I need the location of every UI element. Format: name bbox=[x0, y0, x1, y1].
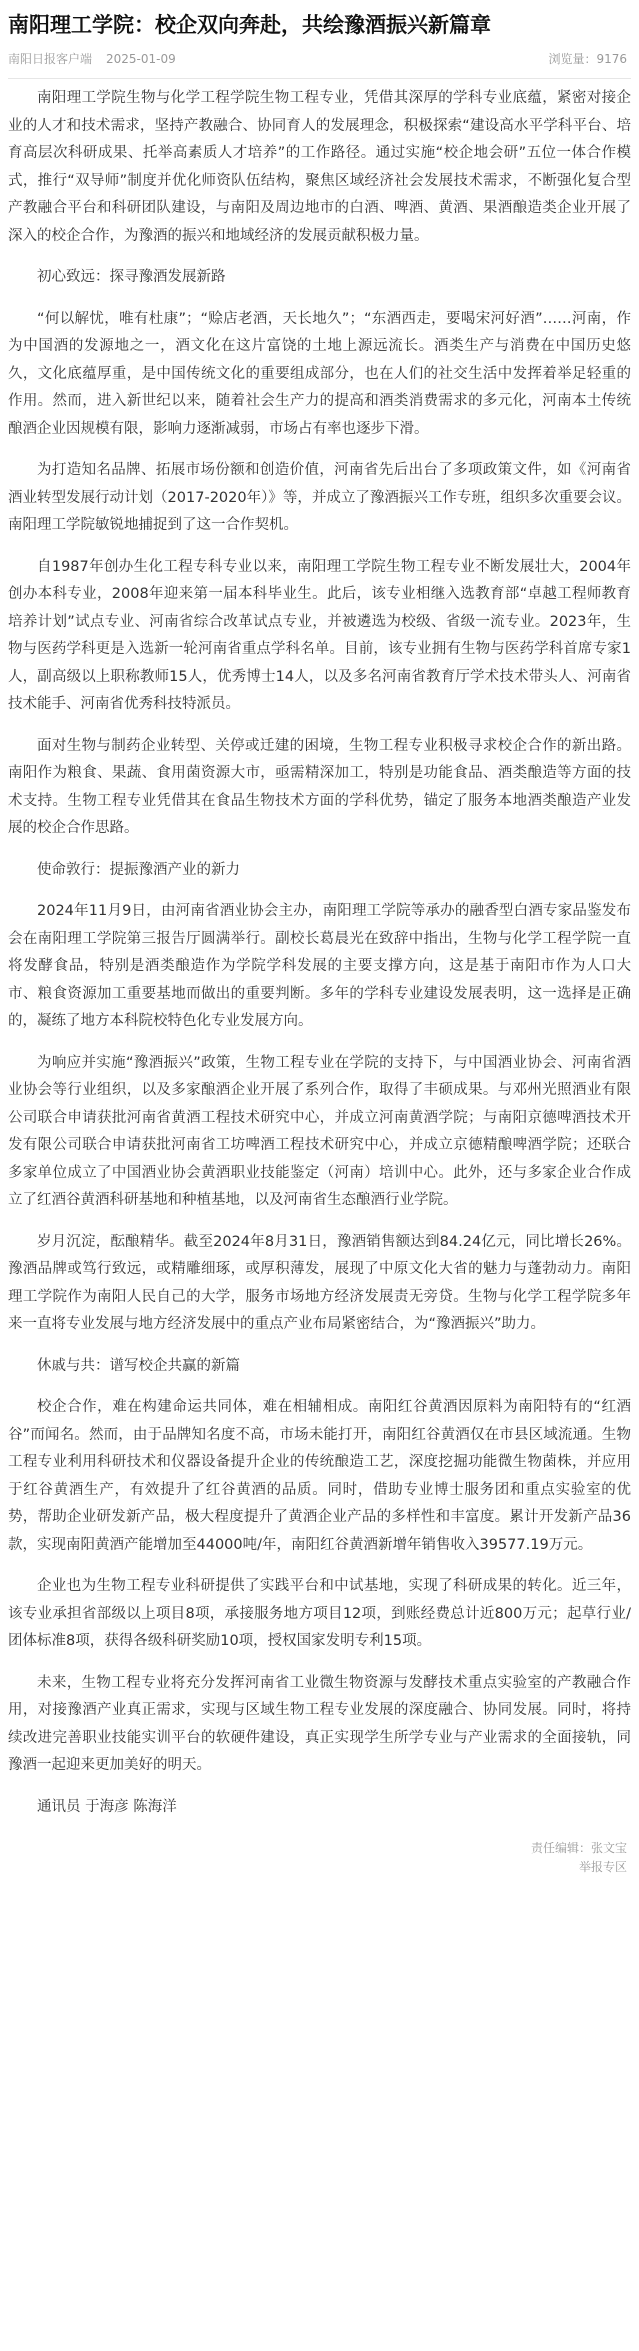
view-count-value: 9176 bbox=[596, 52, 627, 66]
article-meta bbox=[8, 48, 631, 70]
paragraph: 2024年11月9日，由河南省酒业协会主办，南阳理工学院等承办的融香型白酒专家品鉴发布会在南阳理工学院第三报告厅圆满举行。副校长葛晨光在致辞中指出，生物与化学工程学院一直将发酵食品，特别是酒类酿造作为学院学科发展的主要支撑方向，这是基于南阳市作为人口大市、粮食资源加工重要基地而做出的重要判断。多年的学科专业建设发展表明，这一选择是正确的，凝练了地方本科院校特色化专业发展方向。 bbox=[8, 903, 631, 1029]
paragraph: 南阳理工学院生物与化学工程学院生物工程专业，凭借其深厚的学科专业底蕴，紧密对接企业的人才和技术需求，坚持产教融合、协同育人的发展理念，积极探索“建设高水平学科平台、培育高层次科研成果、托举高素质人才培养”的工作路径。通过实施“校企地会研”五位一体合作模式，推行“双导师”制度并优化师资队伍结构，聚焦区域经济社会发展技术需求，不断强化复合型产教融合平台和科研团队建设，与南阳及周边地市的白酒、啤酒、黄酒、果酒酿造类企业开展了深入的校企合作，为豫酒的振兴和地域经济的发展贡献积极力量。 bbox=[8, 90, 631, 244]
editor-credit: 责任编辑：张文宝 bbox=[530, 1841, 627, 1855]
article-title: 南阳理工学院：校企双向奔赴，共绘豫酒振兴新篇章 bbox=[8, 13, 491, 37]
paragraph: 未来，生物工程专业将充分发挥河南省工业微生物资源与发酵技术重点实验室的产教融合作用，对接豫酒产业真正需求，实现与区域生物工程专业发展的深度融合、协同发展。同时，将持续改进完善职业技能实训平台的软硬件建设，真正实现学生所学专业与产业需求的全面接轨，同豫酒一起迎来更加美好的明天。 bbox=[8, 1674, 631, 1773]
section-heading: 使命敦行：提振豫酒产业的新力 bbox=[37, 861, 240, 878]
section-heading: 休戚与共：谱写校企共赢的新篇 bbox=[37, 1357, 240, 1374]
paragraph: 岁月沉淀，酝酿精华。截至2024年8月31日，豫酒销售额达到84.24亿元，同比增长26%。豫酒品牌或笃行致远，或精雕细琢，或厚积薄发，展现了中原文化大省的魅力与蓬勃动力。南阳理工学院作为南阳人民自己的大学，服务市场地方经济发展责无旁贷。生物与化学工程学院多年来一直将专业发展与地方经济发展中的重点产业布局紧密结合，为“豫酒振兴”助力。 bbox=[8, 1233, 631, 1332]
paragraph: 校企合作，难在构建命运共同体，难在相辅相成。南阳红谷黄酒因原料为南阳特有的“红酒谷”而闻名。然而，由于品牌知名度不高，市场未能打开，南阳红谷黄酒仅在市县区域流通。生物工程专业利用科研技术和仪器设备提升企业的传统酿造工艺，深度挖掘功能微生物菌株，并应用于红谷黄酒生产，有效提升了红谷黄酒的品质。同时，借助专业博士服务团和重点实验室的优势，帮助企业研发新产品，极大程度提升了黄酒企业产品的多样性和丰富度。累计开发新产品36款，实现南阳黄酒产能增加至44000吨/年，南阳红谷黄酒新增年销售收入39577.19万元。 bbox=[8, 1399, 631, 1553]
article-date: 2025-01-09 bbox=[106, 52, 176, 66]
paragraph: 为打造知名品牌、拓展市场份额和创造价值，河南省先后出台了多项政策文件，如《河南省酒业转型发展行动计划（2017-2020年）》等，并成立了豫酒振兴工作专班，组织多次重要会议。南阳理工学院敏锐地捕捉到了这一合作契机。 bbox=[8, 462, 631, 533]
paragraph: 企业也为生物工程专业科研提供了实践平台和中试基地，实现了科研成果的转化。近三年，该专业承担省部级以上项目8项，承接服务地方项目12项，到账经费总计近800万元；起草行业/团体标准8项，获得各级科研奖励10项，授权国家发明专利15项。 bbox=[8, 1578, 631, 1649]
paragraph: “何以解忧，唯有杜康”；“赊店老酒，天长地久”；“东酒西走，要喝宋河好酒”……河南，作为中国酒的发源地之一，酒文化在这片富饶的土地上源远流长。酒类生产与消费在中国历史悠久，文化底蕴厚重，是中国传统文化的重要组成部分，也在人们的社交生活中发挥着举足轻重的作用。然而，进入新世纪以来，随着社会生产力的提高和酒类消费需求的多元化，河南本土传统酿酒企业因规模有限，影响力逐渐减弱，市场占有率也逐步下滑。 bbox=[8, 310, 631, 437]
article-source: 南阳日报客户端 bbox=[8, 52, 93, 66]
view-count bbox=[548, 48, 631, 70]
section-heading: 初心致远：探寻豫酒发展新路 bbox=[37, 269, 226, 285]
article-body bbox=[8, 85, 631, 1821]
article-footer bbox=[8, 1839, 631, 1877]
view-count-label: 浏览量： bbox=[548, 52, 597, 66]
title-divider bbox=[8, 78, 631, 79]
article-credit: 通讯员 于海彦 陈海洋 bbox=[37, 1798, 177, 1815]
paragraph: 为响应并实施“豫酒振兴”政策，生物工程专业在学院的支持下，与中国酒业协会、河南省酒业协会等行业组织，以及多家酿酒企业开展了系列合作，取得了丰硕成果。与邓州光照酒业有限公司联合申请获批河南省黄酒工程技术研究中心，并成立河南黄酒学院；与南阳京德啤酒技术开发有限公司联合申请获批河南省工坊啤酒工程技术研究中心，并成立京德精酿啤酒学院；还联合多家单位成立了中国酒业协会黄酒职业技能鉴定（河南）培训中心。此外，还与多家企业合作成立了红酒谷黄酒科研基地和种植基地，以及河南省生态酿酒行业学院。 bbox=[8, 1054, 631, 1208]
paragraph: 面对生物与制药企业转型、关停或迁建的困境，生物工程专业积极寻求校企合作的新出路。南阳作为粮食、果蔬、食用菌资源大市，亟需精深加工，特别是功能食品、酒类酿造等方面的技术支持。生物工程专业凭借其在食品生物技术方面的学科优势，锚定了服务本地酒类酿造产业发展的校企合作思路。 bbox=[8, 737, 631, 836]
report-link[interactable]: 举报专区 bbox=[578, 1860, 627, 1874]
paragraph: 自1987年创办生化工程专科专业以来，南阳理工学院生物工程专业不断发展壮大，2004年创办本科专业，2008年迎来第一届本科毕业生。此后，该专业相继入选教育部“卓越工程师教育培养计划”试点专业、河南省综合改革试点专业，并被遴选为校级、省级一流专业。2023年，生物与医药学科更是入选新一轮河南省重点学科名单。目前，该专业拥有生物与医药学科首席专家1人，副高级以上职称教师15人，优秀博士14人，以及多名河南省教育厅学术技术带头人、河南省技术能手、河南省优秀科技特派员。 bbox=[8, 558, 631, 712]
